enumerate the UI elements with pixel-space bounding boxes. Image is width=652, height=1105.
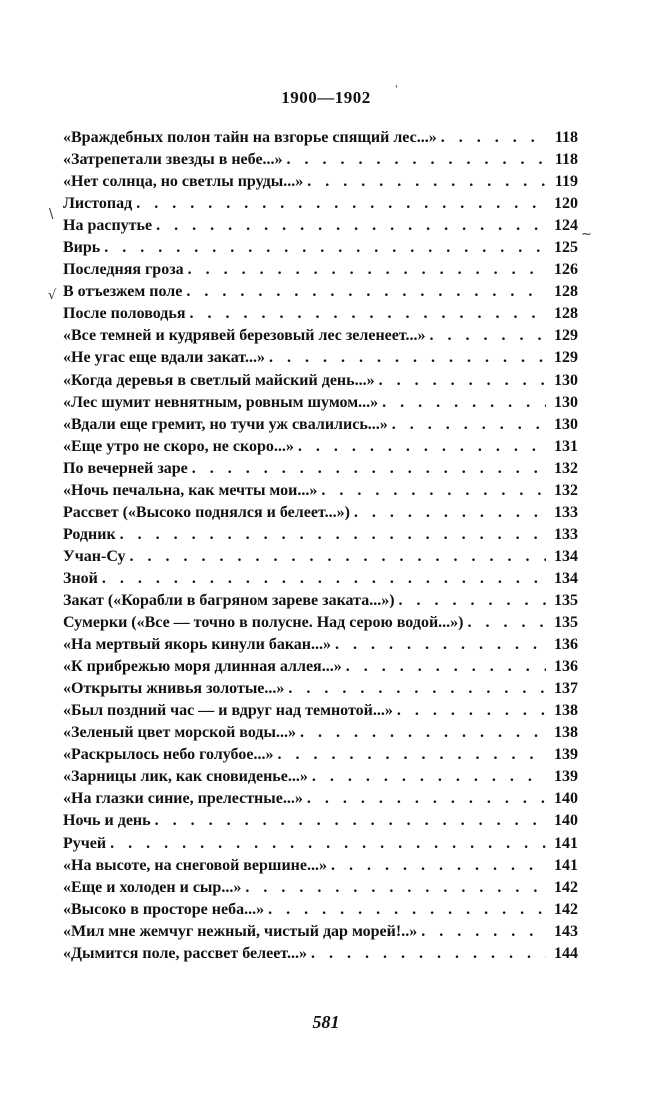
toc-entry-page: 142 bbox=[554, 878, 578, 896]
toc-entry bbox=[63, 879, 578, 901]
toc-entry-title: Последняя гроза bbox=[63, 261, 184, 279]
toc-entry-page: 135 bbox=[554, 591, 578, 609]
toc-entry-title: «Еще утро не скоро, не скоро...» bbox=[63, 437, 294, 455]
toc-entry bbox=[63, 680, 578, 702]
toc-dot-leader bbox=[379, 372, 546, 390]
toc-entry-title: Зной bbox=[63, 569, 98, 587]
toc-dot-leader bbox=[287, 151, 546, 169]
toc-entry-title: Ночь и день bbox=[63, 812, 151, 830]
toc-entry bbox=[63, 438, 578, 460]
toc-dot-leader bbox=[354, 504, 546, 522]
toc-dot-leader bbox=[441, 129, 546, 147]
toc-entry bbox=[63, 857, 578, 879]
running-head: 1900—1902 bbox=[281, 88, 371, 107]
toc-entry bbox=[63, 526, 578, 548]
toc-entry bbox=[63, 394, 578, 416]
toc-dot-leader bbox=[335, 636, 546, 654]
toc-entry-title: «На глазки синие, прелестные...» bbox=[63, 790, 303, 808]
toc-entry-title: «Вдали еще гремит, но тучи уж свалились...» bbox=[63, 415, 388, 433]
toc-dot-leader bbox=[382, 394, 546, 412]
toc-dot-leader bbox=[307, 790, 546, 808]
toc-entry-page: 140 bbox=[554, 812, 578, 830]
toc-dot-leader bbox=[245, 879, 546, 897]
toc-entry-title: «Лес шумит невнятным, ровным шумом...» bbox=[63, 393, 379, 411]
toc-entry-title: Вирь bbox=[63, 239, 101, 257]
toc-dot-leader bbox=[298, 438, 546, 456]
toc-entry-title: «Открыты жнивья золотые...» bbox=[63, 680, 285, 698]
toc-entry bbox=[63, 217, 578, 239]
toc-entry bbox=[63, 812, 578, 834]
toc-entry bbox=[63, 658, 578, 680]
toc-entry bbox=[63, 945, 578, 967]
toc-entry bbox=[63, 768, 578, 790]
toc-dot-leader bbox=[397, 702, 546, 720]
toc-entry-title: «Все темней и кудрявей березовый лес зеленеет...» bbox=[63, 327, 426, 345]
toc-entry-page: 144 bbox=[554, 944, 578, 962]
toc-entry-page: 139 bbox=[554, 768, 578, 786]
toc-dot-leader bbox=[136, 195, 546, 213]
toc-entry-page: 137 bbox=[554, 680, 578, 698]
toc-entry-title: «Раскрылось небо голубое...» bbox=[63, 746, 274, 764]
toc-dot-leader bbox=[277, 746, 546, 764]
toc-entry-title: «Нет солнца, но светлы пруды...» bbox=[63, 173, 304, 191]
toc-entry-title: «Был поздний час — и вдруг над темнотой...» bbox=[63, 702, 393, 720]
toc-entry-title: Рассвет («Высоко поднялся и белеет...») bbox=[63, 503, 350, 521]
toc-entry-page: 143 bbox=[554, 922, 578, 940]
toc-dot-leader bbox=[331, 857, 546, 875]
toc-entry-page: 118 bbox=[554, 129, 578, 146]
toc-entry-title: Родник bbox=[63, 525, 116, 543]
toc-entry bbox=[63, 592, 578, 614]
toc-entry bbox=[63, 261, 578, 283]
toc-entry-page: 132 bbox=[554, 481, 578, 499]
toc-entry-title: «Затрепетали звезды в небе...» bbox=[63, 151, 283, 169]
toc-entry-title: «Еще и холоден и сыр...» bbox=[63, 878, 242, 896]
toc-dot-leader bbox=[156, 217, 546, 235]
toc-dot-leader bbox=[467, 614, 546, 632]
toc-entry-page: 132 bbox=[554, 459, 578, 477]
toc-dot-leader bbox=[311, 945, 546, 963]
toc-entry-page: 135 bbox=[554, 614, 578, 632]
toc-dot-leader bbox=[129, 548, 546, 566]
toc-entry-page: 125 bbox=[554, 239, 578, 257]
toc-dot-leader bbox=[104, 239, 546, 257]
toc-entry-title: «На мертвый якорь кинули бакан...» bbox=[63, 636, 332, 654]
toc-entry bbox=[63, 195, 578, 217]
toc-dot-leader bbox=[399, 592, 546, 610]
toc-dot-leader bbox=[192, 460, 546, 478]
pencil-tick-mark-icon: ' bbox=[395, 84, 398, 95]
toc-dot-leader bbox=[300, 724, 546, 742]
toc-entry-title: Закат («Корабли в багряном зареве заката...») bbox=[63, 591, 395, 609]
toc-entry-title: Ручей bbox=[63, 834, 107, 852]
toc-entry bbox=[63, 372, 578, 394]
toc-dot-leader bbox=[188, 261, 546, 279]
toc-entry-title: Учан-Су bbox=[63, 547, 126, 565]
toc-dot-leader bbox=[421, 923, 546, 941]
toc-dot-leader bbox=[392, 416, 546, 434]
toc-entry-title: «Враждебных полон тайн на взгорье спящий лес...» bbox=[63, 129, 437, 146]
toc-entry-page: 119 bbox=[554, 173, 578, 191]
toc-entry bbox=[63, 460, 578, 482]
toc-dot-leader bbox=[186, 283, 546, 301]
toc-entry-title: «К прибрежью моря длинная аллея...» bbox=[63, 658, 342, 676]
toc-entry-page: 120 bbox=[554, 195, 578, 213]
pencil-check-mark-icon: √ bbox=[48, 288, 57, 303]
toc-dot-leader bbox=[102, 570, 546, 588]
toc-entry-page: 133 bbox=[554, 525, 578, 543]
toc-entry bbox=[63, 283, 578, 305]
toc-entry-title: Листопад bbox=[63, 195, 133, 213]
toc-entry-page: 131 bbox=[554, 437, 578, 455]
toc-entry-title: «Мил мне жемчуг нежный, чистый дар морей!..» bbox=[63, 922, 418, 940]
toc-entry-page: 138 bbox=[554, 702, 578, 720]
toc-dot-leader bbox=[268, 901, 546, 919]
toc-entry-page: 141 bbox=[554, 856, 578, 874]
toc-entry bbox=[63, 702, 578, 724]
toc-entry-page: 126 bbox=[554, 261, 578, 279]
toc-entry-page: 130 bbox=[554, 371, 578, 389]
toc-entry bbox=[63, 151, 578, 173]
toc-entry-page: 118 bbox=[554, 151, 578, 169]
toc-entry-title: В отъезжем поле bbox=[63, 283, 183, 301]
toc-entry-title: «Не угас еще вдали закат...» bbox=[63, 349, 265, 367]
toc-entry-page: 129 bbox=[554, 327, 578, 345]
toc-entry bbox=[63, 901, 578, 923]
toc-entry-title: Сумерки («Все — точно в полусне. Над серою водой...») bbox=[63, 614, 464, 632]
toc-entry-page: 136 bbox=[554, 636, 578, 654]
page-number: 581 bbox=[312, 1012, 340, 1032]
toc-entry-page: 133 bbox=[554, 503, 578, 521]
toc-entry bbox=[63, 746, 578, 768]
toc-entry-title: «Ночь печальна, как мечты мои...» bbox=[63, 481, 318, 499]
toc-entry-page: 129 bbox=[554, 349, 578, 367]
toc-entry bbox=[63, 173, 578, 195]
toc-entry bbox=[63, 614, 578, 636]
toc-dot-leader bbox=[430, 327, 546, 345]
toc-entry-title: «Высоко в просторе неба...» bbox=[63, 900, 265, 918]
toc-entry bbox=[63, 129, 578, 151]
toc-entry bbox=[63, 636, 578, 658]
toc-entry-page: 134 bbox=[554, 569, 578, 587]
toc-dot-leader bbox=[321, 482, 546, 500]
toc-entry-page: 138 bbox=[554, 724, 578, 742]
toc-entry-page: 139 bbox=[554, 746, 578, 764]
toc-entry-title: «Зарницы лик, как сновиденье...» bbox=[63, 768, 308, 786]
toc-entry-page: 136 bbox=[554, 658, 578, 676]
toc-entry bbox=[63, 482, 578, 504]
toc-entry bbox=[63, 724, 578, 746]
toc-entry bbox=[63, 327, 578, 349]
toc-entry-title: «Дымится поле, рассвет белеет...» bbox=[63, 944, 307, 962]
pencil-check-mark-icon: \ bbox=[49, 207, 54, 222]
toc-dot-leader bbox=[190, 305, 547, 323]
toc-dot-leader bbox=[155, 812, 546, 830]
toc-entry-title: «Зеленый цвет морской воды...» bbox=[63, 724, 296, 742]
toc-dot-leader bbox=[307, 173, 546, 191]
toc-entry bbox=[63, 923, 578, 945]
toc-entry bbox=[63, 790, 578, 812]
toc-entry bbox=[63, 349, 578, 371]
toc-entry-title: «Когда деревья в светлый майский день...» bbox=[63, 371, 375, 389]
toc-entry-page: 134 bbox=[554, 547, 578, 565]
toc-dot-leader bbox=[346, 658, 546, 676]
toc-entry-page: 130 bbox=[554, 393, 578, 411]
toc-entry bbox=[63, 416, 578, 438]
toc-dot-leader bbox=[288, 680, 546, 698]
toc-entry-page: 142 bbox=[554, 900, 578, 918]
toc-entry bbox=[63, 305, 578, 327]
toc-entry-page: 124 bbox=[554, 217, 578, 235]
toc-entry-page: 140 bbox=[554, 790, 578, 808]
toc-entry-page: 128 bbox=[554, 283, 578, 301]
toc-entry bbox=[63, 570, 578, 592]
toc-entry-page: 141 bbox=[554, 834, 578, 852]
toc-entry bbox=[63, 548, 578, 570]
pencil-dash-mark-icon: ~ bbox=[581, 227, 592, 242]
toc-entry-title: На распутье bbox=[63, 217, 153, 235]
toc-entry-page: 130 bbox=[554, 415, 578, 433]
toc-entry bbox=[63, 504, 578, 526]
toc-dot-leader bbox=[269, 349, 546, 367]
toc-entry-title: По вечерней заре bbox=[63, 459, 188, 477]
toc-entry-title: «На высоте, на снеговой вершине...» bbox=[63, 856, 327, 874]
toc-entry bbox=[63, 239, 578, 261]
toc-entry-title: После половодья bbox=[63, 305, 186, 323]
toc-dot-leader bbox=[120, 526, 546, 544]
toc-entry bbox=[63, 835, 578, 857]
table-of-contents bbox=[63, 129, 578, 967]
toc-entry-page: 128 bbox=[554, 305, 578, 323]
toc-dot-leader bbox=[110, 835, 546, 853]
toc-dot-leader bbox=[312, 768, 546, 786]
